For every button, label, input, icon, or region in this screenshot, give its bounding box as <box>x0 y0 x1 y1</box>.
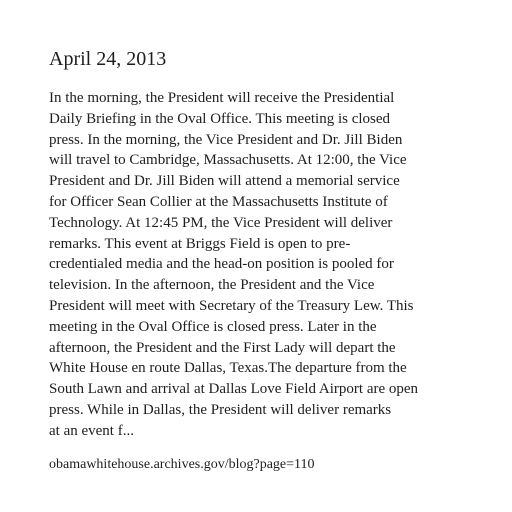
excerpt-line: television. In the afternoon, the President and the Vice <box>49 277 375 294</box>
excerpt-line: South Lawn and arrival at Dallas Love Field Airport are open <box>49 381 419 398</box>
post-excerpt <box>49 88 429 442</box>
excerpt-line: President and Dr. Jill Biden will attend a memorial service <box>49 173 400 190</box>
excerpt-line: White House en route Dallas, Texas.The departure from the <box>49 360 407 377</box>
excerpt-line: credentialed media and the head-on position is pooled for <box>49 256 394 273</box>
excerpt-line: for Officer Sean Collier at the Massachusetts Institute of <box>49 193 388 210</box>
source-url: obamawhitehouse.archives.gov/blog?page=110 <box>49 457 315 472</box>
excerpt-line: meeting in the Oval Office is closed press. Later in the <box>49 318 377 335</box>
excerpt-line: In the morning, the President will receive the Presidential <box>49 90 395 106</box>
post-date: April 24, 2013 <box>49 48 167 70</box>
excerpt-line: at an event f... <box>49 422 134 439</box>
excerpt-line: President will meet with Secretary of the Treasury Lew. This <box>49 297 414 314</box>
excerpt-line: press. In the morning, the Vice President and Dr. Jill Biden <box>49 131 403 148</box>
excerpt-line: Daily Briefing in the Oval Office. This meeting is closed <box>49 110 391 127</box>
excerpt-line: remarks. This event at Briggs Field is open to pre- <box>49 235 351 252</box>
excerpt-line: afternoon, the President and the First Lady will depart the <box>49 339 396 356</box>
excerpt-line: Technology. At 12:45 PM, the Vice President will deliver <box>49 214 393 231</box>
excerpt-line: will travel to Cambridge, Massachusetts. At 12:00, the Vice <box>49 152 407 169</box>
excerpt-line: press. While in Dallas, the President will deliver remarks <box>49 401 392 418</box>
